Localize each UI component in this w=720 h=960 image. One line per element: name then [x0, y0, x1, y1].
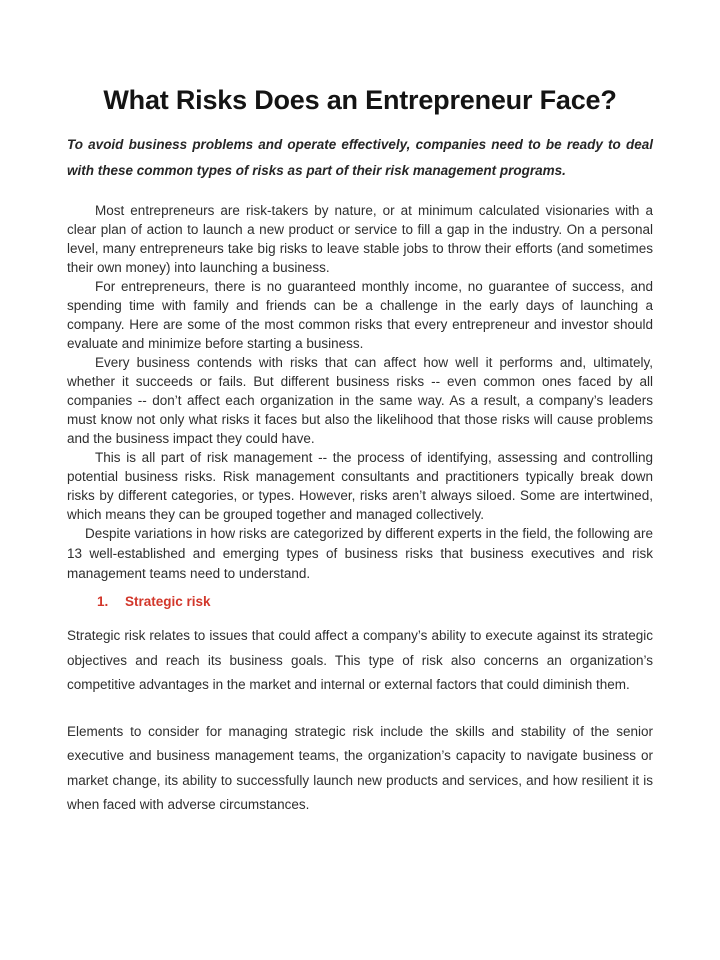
paragraph: Every business contends with risks that can affect how well it performs and, ultimately, whether it succeeds or fails. But different business risks -- even common ones faced by all companies -- don’t affect each organization in the same way. As a result, a company’s leaders must know not only what risks it faces but also the likelihood that those risks will cause problems and the business impact they could have. [67, 355, 653, 446]
standfirst: To avoid business problems and operate effectively, companies need to be ready to deal with these common types of risks as part of their risk management programs. [67, 137, 653, 178]
paragraph: Elements to consider for managing strategic risk include the skills and stability of the senior executive and business management teams, the organization’s capacity to navigate business or market change, its ability to successfully launch new products and services, and how resilient it is when faced with adverse circumstances. [67, 723, 653, 812]
paragraph: Strategic risk relates to issues that could affect a company’s ability to execute against its strategic objectives and reach its business goals. This type of risk also concerns an organization’s competitive advantages in the market and internal or external factors that could diminish them. [67, 628, 653, 692]
page-title: What Risks Does an Entrepreneur Face? [103, 85, 617, 115]
paragraph: Most entrepreneurs are risk-takers by nature, or at minimum calculated visionaries with a clear plan of action to launch a new product or service to fill a gap in the industry. On a personal level, many entrepreneurs take big risks to leave stable jobs to throw their efforts (and sometimes their own money) into launching a business. [67, 203, 653, 275]
list-label: Strategic risk [125, 594, 211, 609]
numbered-heading-strategic-risk [97, 593, 653, 611]
paragraph: This is all part of risk management -- the process of identifying, assessing and controlling potential business risks. Risk management consultants and practitioners typically break down risks by different categories, or types. However, risks aren’t always siloed. Some are intertwined, which means they can be grouped together and managed collectively. [67, 450, 653, 522]
paragraph: Despite variations in how risks are categorized by different experts in the field, the following are 13 well-established and emerging types of business risks that business executives and risk management teams need to understand. [67, 526, 653, 581]
paragraph: For entrepreneurs, there is no guaranteed monthly income, no guarantee of success, and spending time with family and friends can be a challenge in the early days of launching a company. Here are some of the most common risks that every entrepreneur and investor should evaluate and minimize before starting a business. [67, 279, 653, 351]
intro-section [67, 201, 653, 524]
strategic-risk-section [67, 624, 653, 818]
list-number: 1. [97, 594, 109, 609]
